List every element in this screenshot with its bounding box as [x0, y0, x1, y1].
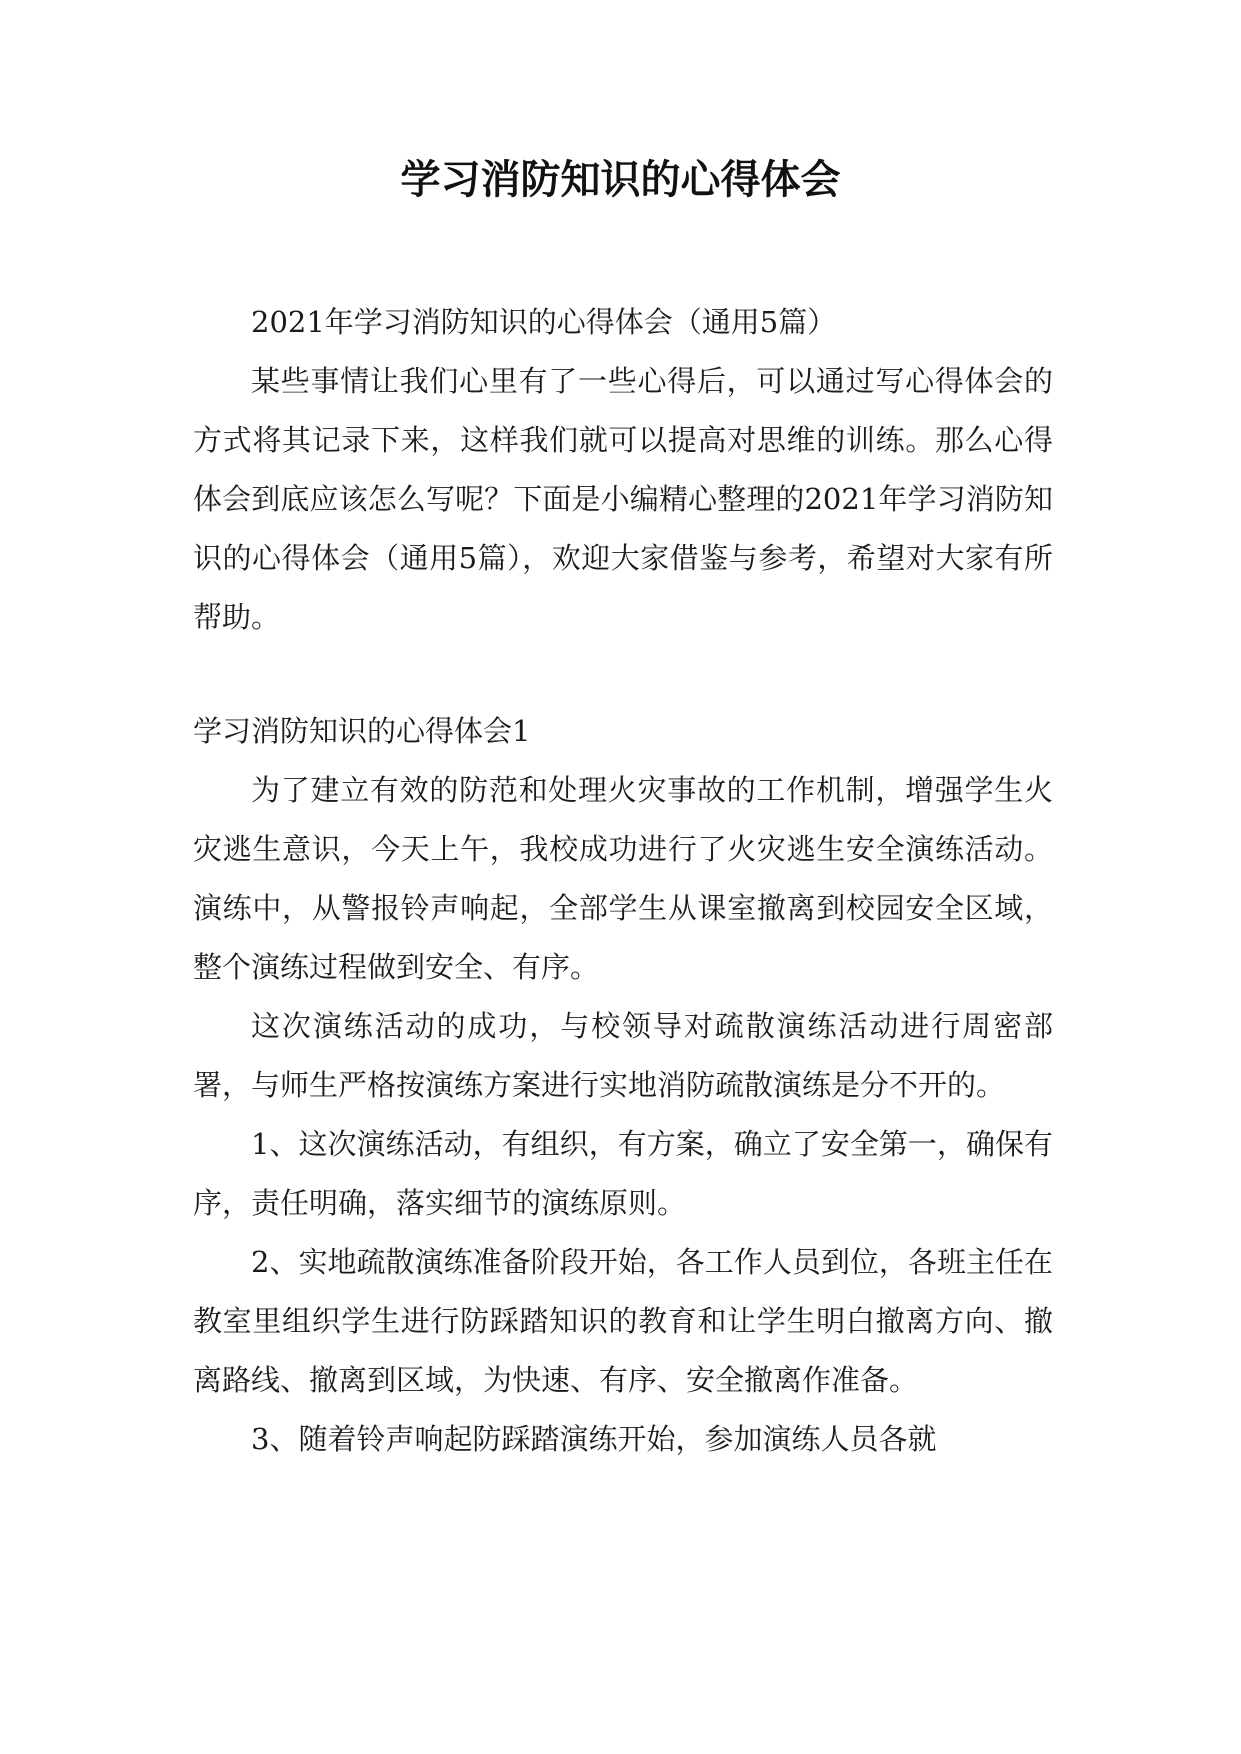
section-spacer: [193, 647, 1053, 702]
body-paragraph: 1、这次演练活动，有组织，有方案，确立了安全第一，确保有序，责任明确，落实细节的演练原则。: [193, 1127, 1053, 1220]
section-heading: 学习消防知识的心得体会1: [193, 714, 531, 748]
intro-paragraph: 某些事情让我们心里有了一些心得后，可以通过写心得体会的方式将其记录下来，这样我们就可以提高对思维的训练。那么心得体会到底应该怎么写呢？下面是小编精心整理的2021年学习消防知识的心得体会（通用5篇），欢迎大家借鉴与参考，希望对大家有所帮助。: [193, 364, 1053, 634]
document-subtitle: 2021年学习消防知识的心得体会（通用5篇）: [251, 305, 837, 339]
document-body: [193, 293, 1053, 1469]
body-paragraph: 2、实地疏散演练准备阶段开始，各工作人员到位，各班主任在教室里组织学生进行防踩踏知识的教育和让学生明白撤离方向、撤离路线、撤离到区域，为快速、有序、安全撤离作准备。: [193, 1245, 1053, 1397]
document-title: 学习消防知识的心得体会: [400, 157, 841, 203]
body-paragraph: 为了建立有效的防范和处理火灾事故的工作机制，增强学生火灾逃生意识，今天上午，我校成功进行了火灾逃生安全演练活动。演练中，从警报铃声响起，全部学生从课室撤离到校园安全区域，整个演练过程做到安全、有序。: [193, 773, 1053, 984]
body-paragraph: 这次演练活动的成功，与校领导对疏散演练活动进行周密部署，与师生严格按演练方案进行实地消防疏散演练是分不开的。: [193, 1009, 1053, 1102]
body-paragraph: 3、随着铃声响起防踩踏演练开始，参加演练人员各就: [251, 1422, 937, 1456]
